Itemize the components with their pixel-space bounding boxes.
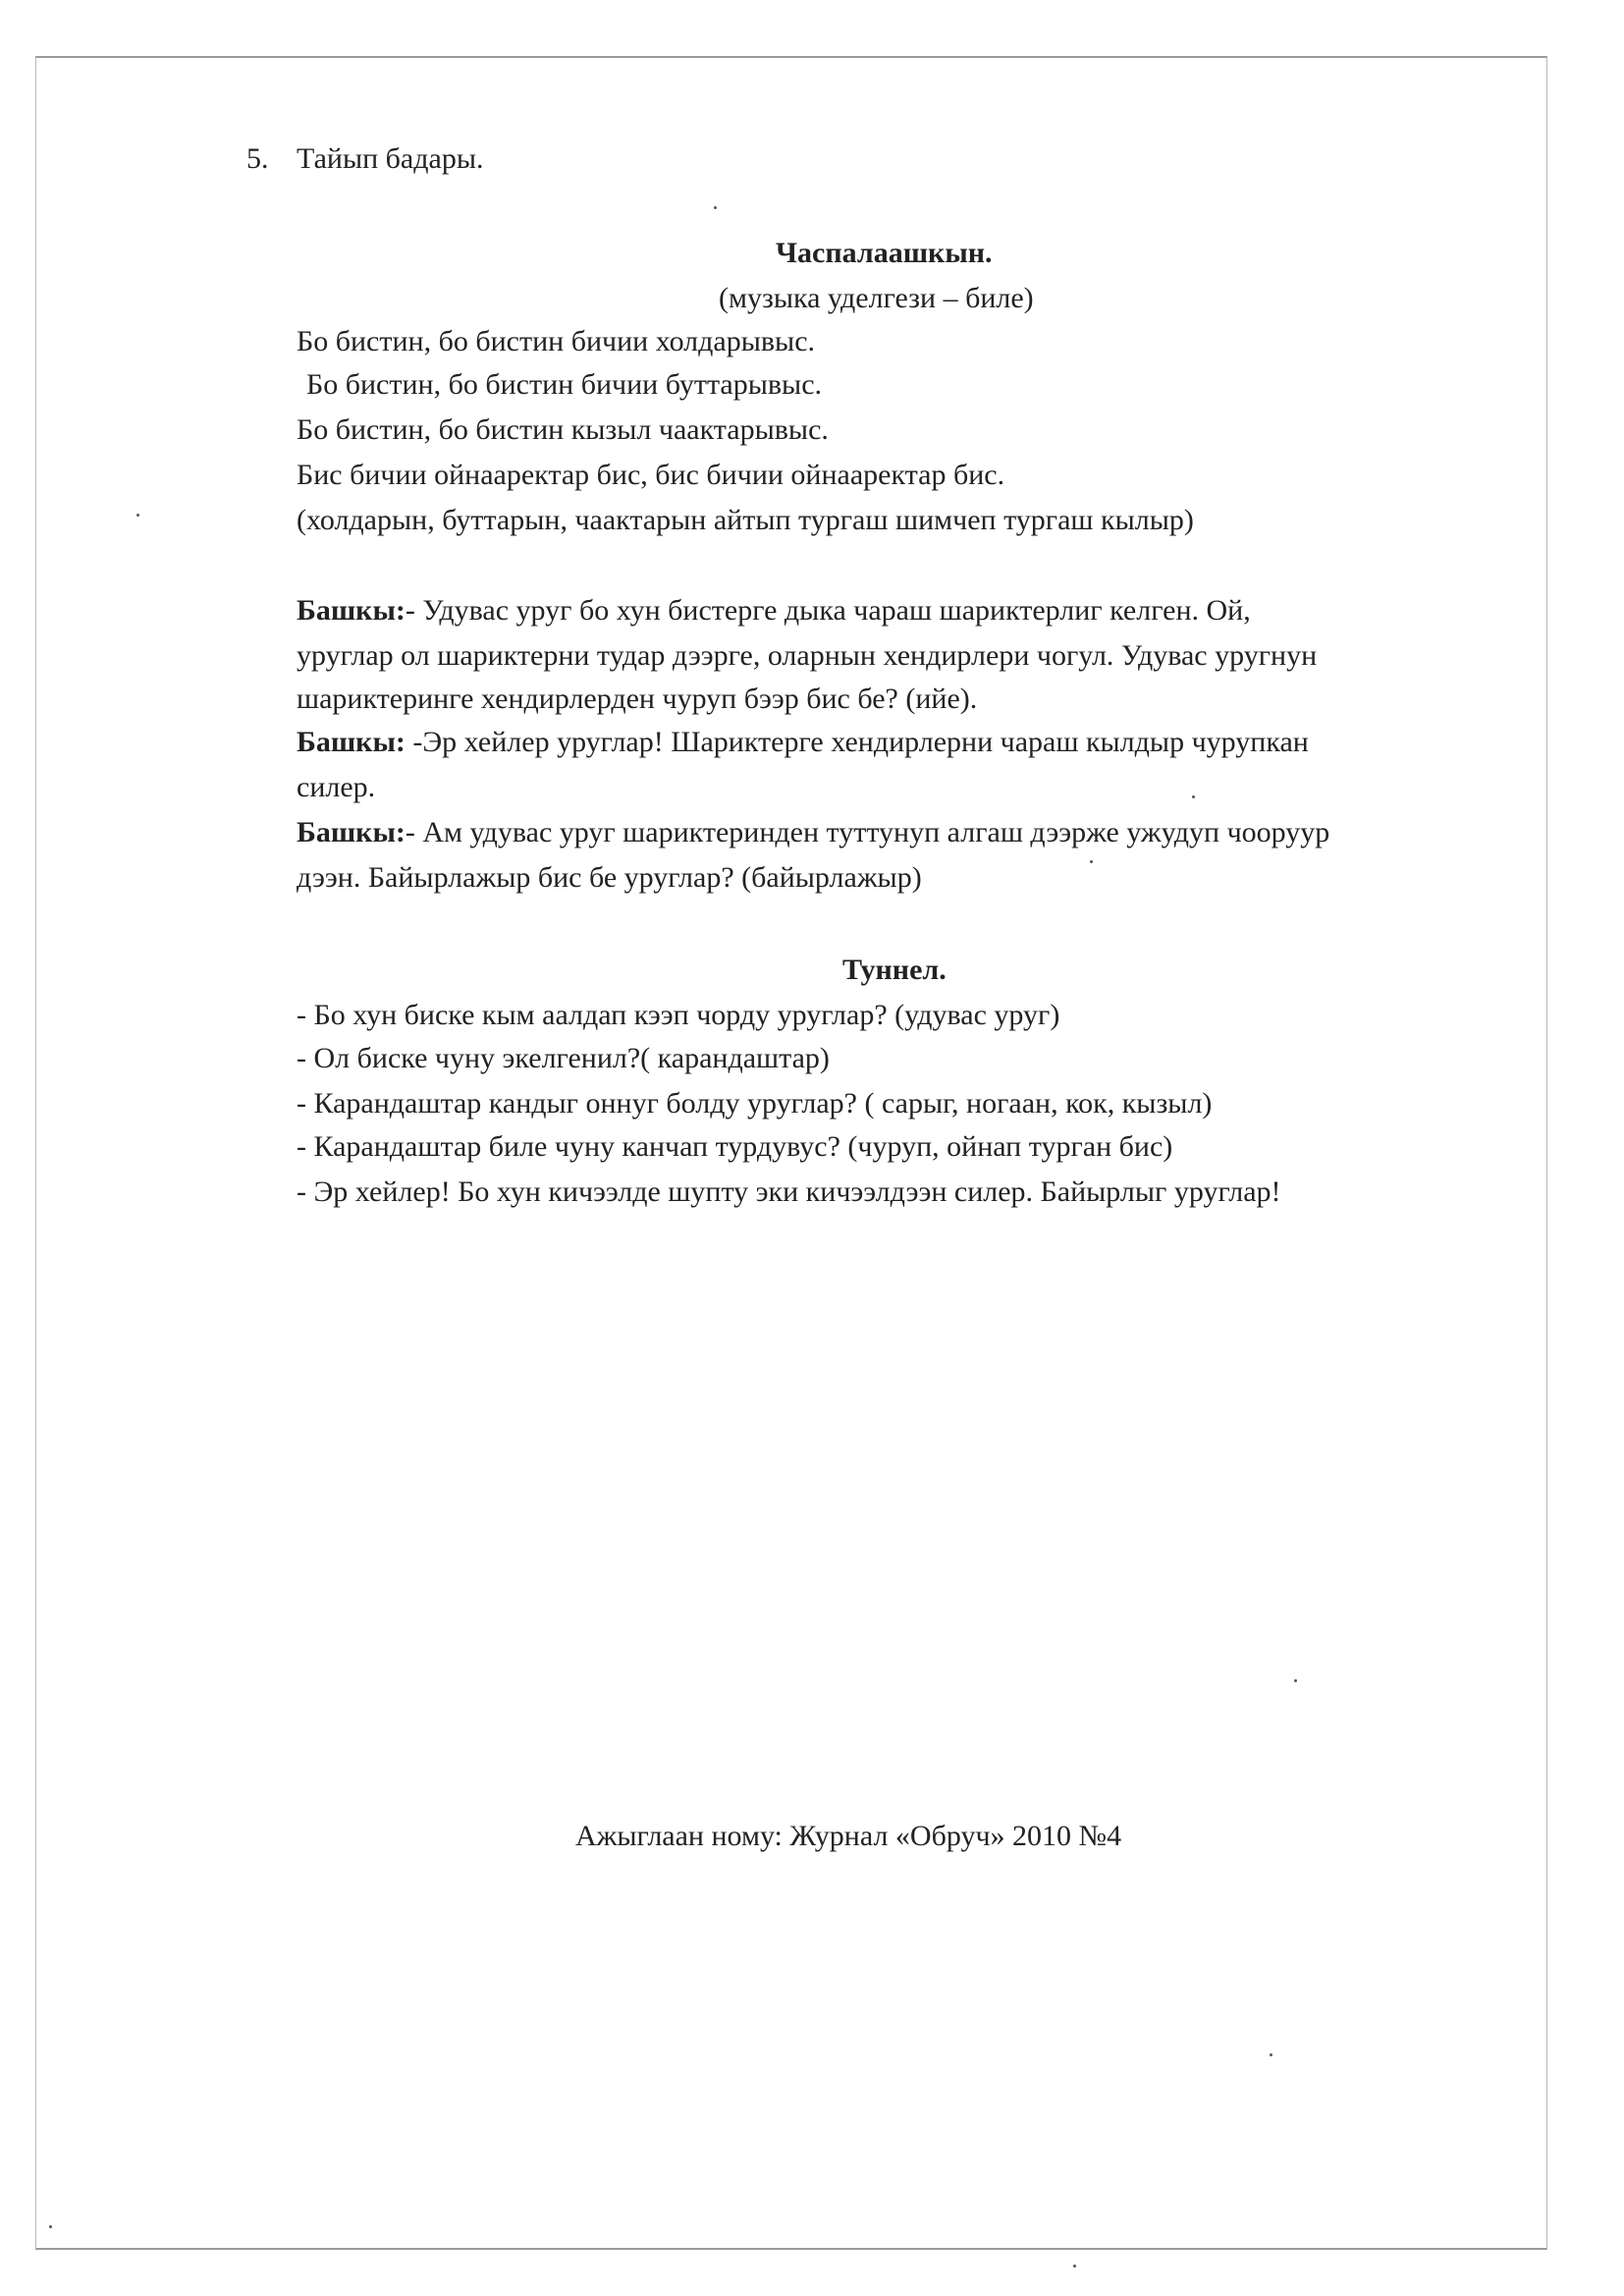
paragraph-text: - Ам удувас уруг шариктеринден туттунуп алгаш дээрже ужудуп чооруур bbox=[405, 816, 1330, 848]
scan-speck bbox=[714, 206, 717, 209]
scan-speck bbox=[136, 514, 139, 517]
list-item: - Эр хейлер! Бо хун кичээлде шупту эки кичээлдээн силер. Байырлыг уруглар! bbox=[297, 1175, 1281, 1208]
section-heading: Часпалаашкын. bbox=[776, 237, 993, 269]
scan-speck bbox=[1294, 1679, 1297, 1682]
paragraph-line: силер. bbox=[297, 771, 376, 803]
verse-line: Бо бистин, бо бистин кызыл чаактарывыс. bbox=[297, 413, 829, 446]
list-item: - Бо хун биске кым аалдап кээп чорду уруглар? (удувас уруг) bbox=[297, 999, 1060, 1031]
scan-speck bbox=[49, 2225, 52, 2228]
paragraph-line: уруглар ол шариктерни тудар дээрге, оларнын хендирлери чогул. Удувас уругнун bbox=[297, 639, 1318, 672]
verse-line: (холдарын, буттарын, чаактарын айтып тургаш шимчеп тургаш кылыр) bbox=[297, 504, 1194, 536]
paragraph-line: шариктеринге хендирлерден чуруп бээр бис бе? (ийе). bbox=[297, 683, 978, 715]
verse-line: Бо бистин, бо бистин бичии холдарывыс. bbox=[297, 325, 816, 357]
item-number: 5. bbox=[246, 142, 269, 175]
paragraph-line bbox=[297, 593, 1251, 629]
section-subtitle: (музыка уделгези – биле) bbox=[719, 282, 1034, 314]
source-reference: Ажыглаан ному: Журнал «Обруч» 2010 №4 bbox=[575, 1820, 1122, 1852]
paragraph-text: -Эр хейлер уруглар! Шариктерге хендирлерни чараш кылдыр чурупкан bbox=[405, 726, 1309, 758]
scan-speck bbox=[1270, 2053, 1272, 2056]
list-item: - Карандаштар биле чуну канчап турдувус? (чуруп, ойнап турган бис) bbox=[297, 1130, 1173, 1163]
paragraph-line bbox=[297, 725, 1309, 760]
item-title: Тайып бадары. bbox=[297, 142, 484, 175]
list-item: - Карандаштар кандыг оннуг болду уруглар? ( сарыг, ногаан, кок, кызыл) bbox=[297, 1087, 1213, 1120]
speaker-label: Башкы: bbox=[297, 594, 406, 627]
speaker-label: Башкы: bbox=[297, 726, 406, 758]
paragraph-line: дээн. Байырлажыр бис бе уруглар? (байырлажыр) bbox=[297, 861, 922, 894]
paragraph-line bbox=[297, 815, 1329, 850]
verse-line: Бис бичии ойнааректар бис, бис бичии ойнааректар бис. bbox=[297, 459, 1005, 491]
list-item: - Ол биске чуну экелгенил?( карандаштар) bbox=[297, 1042, 830, 1074]
paragraph-text: - Удувас уруг бо хун бистерге дыка чараш шариктерлиг келген. Ой, bbox=[405, 594, 1251, 627]
speaker-label: Башкы: bbox=[297, 816, 406, 848]
verse-line: Бо бистин, бо бистин бичии буттарывыс. bbox=[306, 368, 823, 401]
scan-speck bbox=[1090, 860, 1093, 863]
scan-speck bbox=[1073, 2265, 1076, 2268]
section-heading: Туннел. bbox=[842, 954, 947, 986]
scan-speck bbox=[1192, 795, 1195, 798]
